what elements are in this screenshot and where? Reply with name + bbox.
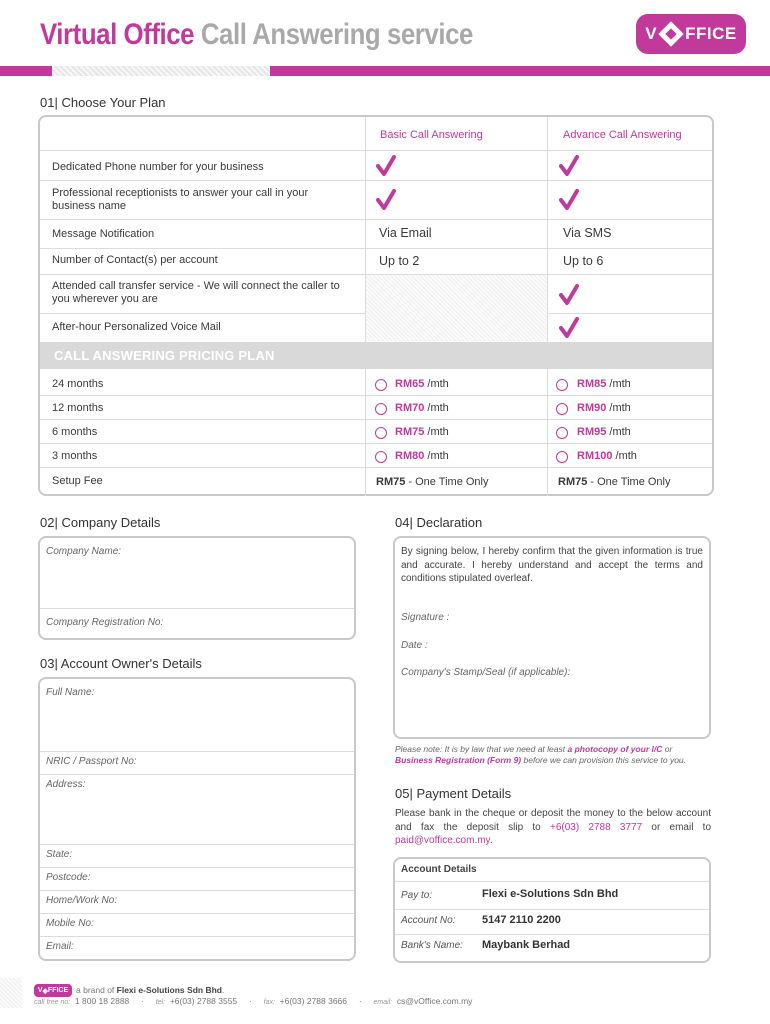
pay-to-label: Pay to:: [401, 890, 433, 901]
basic-contacts: Up to 2: [379, 254, 420, 268]
price-basic-24: RM65 /mth: [395, 378, 449, 390]
feature-label: Number of Contact(s) per account: [52, 254, 218, 266]
nric-field[interactable]: NRIC / Passport No:: [46, 756, 137, 767]
radio-advance-6[interactable]: [556, 427, 568, 439]
bank-name-label: Bank's Name:: [401, 940, 463, 951]
basic-unavailable-area: [366, 275, 547, 341]
advance-notification: Via SMS: [563, 226, 612, 240]
fax-number[interactable]: +6(03) 2788 3777: [549, 821, 643, 833]
price-advance-12: RM90 /mth: [577, 402, 631, 414]
basic-notification: Via Email: [379, 226, 432, 240]
payment-section-title: 05| Payment Details: [395, 786, 512, 801]
title-service: Call Answering service: [200, 18, 473, 51]
pay-to-value: Flexi e-Solutions Sdn Bhd: [482, 888, 619, 900]
setup-fee-basic: RM75 - One Time Only: [376, 476, 489, 488]
logo-text-left: V: [645, 24, 658, 43]
price-advance-3: RM100 /mth: [577, 450, 637, 462]
setup-label: Setup Fee: [52, 475, 103, 487]
feature-label: Attended call transfer service - We will connect the caller to you wherever you are: [52, 280, 340, 305]
price-basic-6: RM75 /mth: [395, 426, 449, 438]
email-field[interactable]: Email:: [46, 941, 74, 952]
account-no-label: Account No:: [401, 915, 456, 926]
check-icon: [559, 317, 579, 339]
check-icon: [376, 189, 396, 211]
setup-fee-advance: RM75 - One Time Only: [558, 476, 671, 488]
header-band-hatch: [52, 66, 270, 76]
pricing-band: [40, 342, 712, 369]
advance-contacts: Up to 6: [563, 254, 604, 268]
address-field[interactable]: Address:: [46, 779, 86, 790]
logo-diamond-icon: [658, 21, 683, 46]
postcode-field[interactable]: Postcode:: [46, 872, 91, 883]
signature-field[interactable]: Signature :: [401, 612, 450, 623]
radio-basic-24[interactable]: [375, 379, 387, 391]
payment-email-link[interactable]: paid@voffice.com.my: [395, 835, 490, 846]
company-name-field[interactable]: Company Name:: [46, 546, 122, 557]
check-icon: [559, 189, 579, 211]
plan-table: [38, 115, 714, 496]
radio-advance-24[interactable]: [556, 379, 568, 391]
account-details-title: Account Details: [401, 864, 477, 875]
company-section-title: 02| Company Details: [40, 515, 161, 530]
term-label: 3 months: [52, 450, 98, 462]
feature-label: After-hour Personalized Voice Mail: [52, 321, 221, 333]
pricing-title: CALL ANSWERING PRICING PLAN: [54, 348, 275, 363]
term-label: 6 months: [52, 426, 98, 438]
footer-email[interactable]: cs@vOffice.com.my: [396, 996, 473, 1006]
term-label: 12 months: [52, 402, 104, 414]
footer-fax[interactable]: +6(03) 2788 3666: [279, 996, 348, 1006]
check-icon: [376, 155, 396, 177]
price-basic-3: RM80 /mth: [395, 450, 449, 462]
price-advance-6: RM95 /mth: [577, 426, 631, 438]
radio-basic-6[interactable]: [375, 427, 387, 439]
bank-name-value: Maybank Berhad: [482, 939, 571, 951]
mobile-no-field[interactable]: Mobile No:: [46, 918, 94, 929]
radio-advance-3[interactable]: [556, 451, 568, 463]
footer-hatch: [0, 978, 22, 1008]
feature-label: Professional receptionists to answer your call in your business name: [52, 187, 309, 212]
declaration-section-title: 04| Declaration: [395, 515, 483, 530]
title-brand: Virtual Office: [40, 18, 195, 51]
stamp-field[interactable]: Company's Stamp/Seal (if applicable):: [401, 667, 571, 678]
check-icon: [559, 284, 579, 306]
company-reg-field[interactable]: Company Registration No:: [46, 617, 164, 628]
date-field[interactable]: Date :: [401, 640, 428, 651]
feature-label: Message Notification: [52, 228, 155, 240]
footer-contacts: call free no: 1 800 18 2888 · tel: +6(03) 2788 3555 · fax: +6(03) 2788 3666 · email: cs@vOffice.com.my: [34, 996, 473, 1006]
legal-note: Please note: It is by law that we need at least a photocopy of your I/C or Business Registration (Form 9) before we can provision this service to you.: [395, 744, 687, 765]
full-name-field[interactable]: Full Name:: [46, 687, 95, 698]
feature-label: Dedicated Phone number for your business: [52, 161, 264, 173]
footer-tollfree[interactable]: 1 800 18 2888: [74, 996, 130, 1006]
radio-basic-12[interactable]: [375, 403, 387, 415]
owner-section-title: 03| Account Owner's Details: [40, 656, 202, 671]
declaration-text: By signing below, I hereby confirm that the given information is true and accurate. I hereby understand and accept the terms and conditions stipulated overleaf.: [401, 546, 703, 584]
term-label: 24 months: [52, 378, 104, 390]
footer-tel[interactable]: +6(03) 2788 3555: [169, 996, 238, 1006]
footer-brand: a brand of Flexi e-Solutions Sdn Bhd.: [76, 985, 225, 995]
price-basic-12: RM70 /mth: [395, 402, 449, 414]
column-basic: Basic Call Answering: [380, 129, 483, 141]
price-advance-24: RM85 /mth: [577, 378, 631, 390]
page-title: [40, 18, 473, 52]
home-work-no-field[interactable]: Home/Work No:: [46, 895, 118, 906]
payment-instructions: Please bank in the cheque or deposit the money to the below account and fax the deposit slip to +6(03) 2788 3777 or email to paid@voffice.com.my.: [395, 808, 712, 846]
check-icon: [559, 155, 579, 177]
state-field[interactable]: State:: [46, 849, 73, 860]
header-band-right: [270, 66, 770, 76]
radio-advance-12[interactable]: [556, 403, 568, 415]
column-advance: Advance Call Answering: [563, 129, 682, 141]
footer-logo: V ◆ FFICE: [34, 984, 72, 997]
logo-text-right: FFICE: [685, 24, 737, 43]
header-band-left: [0, 66, 52, 76]
radio-basic-3[interactable]: [375, 451, 387, 463]
plan-section-title: 01| Choose Your Plan: [40, 95, 166, 110]
voffice-logo: [636, 14, 746, 54]
account-no-value: 5147 2110 2200: [482, 914, 561, 926]
